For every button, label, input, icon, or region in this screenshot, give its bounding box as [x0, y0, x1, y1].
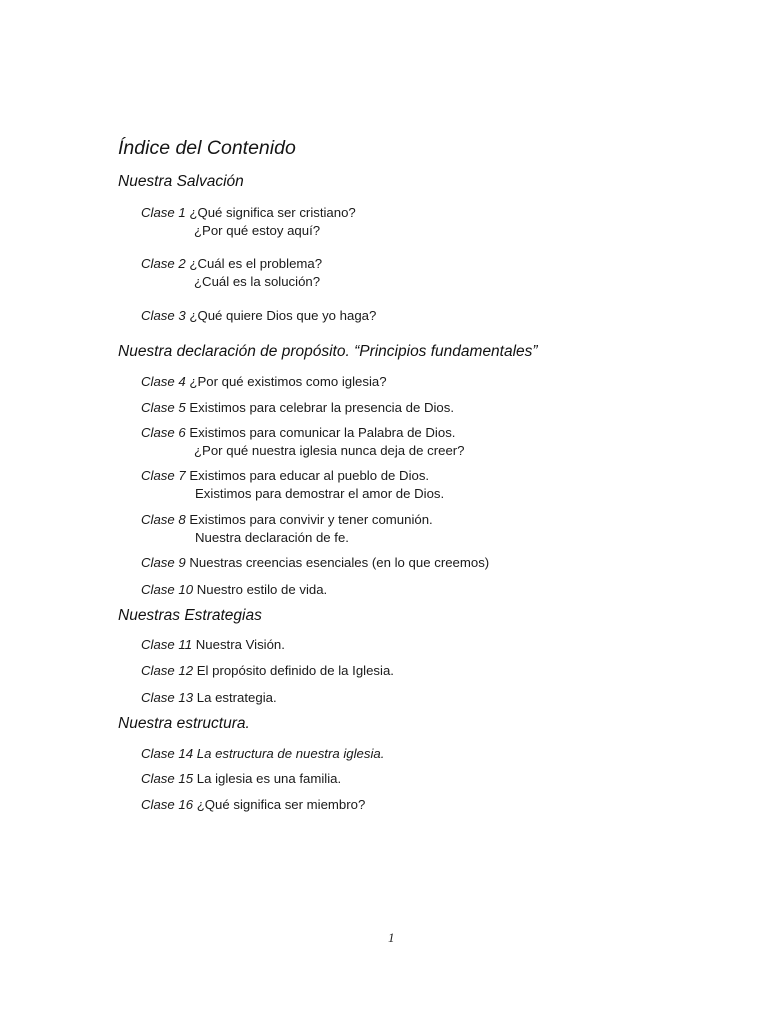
toc-entry-clase-13: [141, 689, 277, 707]
toc-entry-clase-12: [141, 662, 394, 680]
clase-label: Clase 3: [141, 308, 186, 323]
clase-label: Clase 12: [141, 663, 194, 678]
clase-label: Clase 5: [141, 400, 186, 415]
section-heading-proposito: Nuestra declaración de propósito. “Principios fundamentales”: [118, 343, 538, 360]
toc-entry-clase-10: [141, 581, 327, 599]
clase-label: Clase 16: [141, 797, 194, 812]
clase-title: ¿Por qué existimos como iglesia?: [189, 374, 387, 389]
clase-subtitle: ¿Por qué nuestra iglesia nunca deja de creer?: [194, 443, 465, 458]
toc-entry-clase-3: [141, 307, 376, 325]
clase-label: Clase 7: [141, 468, 186, 483]
clase-title: ¿Qué significa ser miembro?: [196, 797, 366, 812]
clase-title: Nuestra Visión.: [195, 637, 285, 652]
page-title: Índice del Contenido: [118, 137, 296, 159]
toc-entry-clase-7: [141, 467, 444, 503]
clase-label: Clase 2: [141, 256, 186, 271]
clase-label: Clase 8: [141, 512, 186, 527]
clase-label: Clase 1: [141, 205, 186, 220]
clase-subtitle: Nuestra declaración de fe.: [195, 530, 349, 545]
clase-label: Clase 9: [141, 555, 186, 570]
toc-entry-clase-15: [141, 770, 341, 788]
section-heading-estrategias: Nuestras Estrategias: [118, 607, 262, 624]
toc-entry-clase-2: [141, 255, 322, 291]
toc-entry-clase-14: [141, 745, 384, 763]
clase-label: Clase 4: [141, 374, 186, 389]
clase-title: ¿Qué significa ser cristiano?: [189, 205, 356, 220]
clase-subtitle: ¿Cuál es la solución?: [194, 274, 321, 289]
page-number: 1: [388, 930, 395, 945]
toc-entry-clase-11: [141, 636, 285, 654]
clase-title: El propósito definido de la Iglesia.: [196, 663, 394, 678]
clase-title: ¿Qué quiere Dios que yo haga?: [189, 308, 377, 323]
toc-entry-clase-1: [141, 204, 356, 240]
toc-entry-clase-5: [141, 399, 454, 417]
clase-title: La estructura de nuestra iglesia.: [196, 746, 385, 761]
clase-subtitle: ¿Por qué estoy aquí?: [194, 223, 321, 238]
clase-label: Clase 6: [141, 425, 186, 440]
clase-label: Clase 10: [141, 582, 194, 597]
section-heading-estructura: Nuestra estructura.: [118, 715, 250, 732]
clase-label: Clase 14: [141, 746, 194, 761]
toc-entry-clase-8: [141, 511, 433, 547]
clase-subtitle: Existimos para demostrar el amor de Dios.: [195, 486, 445, 501]
clase-title: Nuestras creencias esenciales (en lo que creemos): [189, 555, 490, 570]
section-heading-salvacion: Nuestra Salvación: [118, 173, 244, 190]
toc-entry-clase-4: [141, 373, 387, 391]
toc-entry-clase-9: [141, 554, 489, 572]
clase-title: Nuestro estilo de vida.: [196, 582, 328, 597]
clase-title: Existimos para convivir y tener comunión.: [189, 512, 433, 527]
toc-entry-clase-6: [141, 424, 465, 460]
clase-title: Existimos para comunicar la Palabra de Dios.: [189, 425, 456, 440]
clase-title: La iglesia es una familia.: [196, 771, 342, 786]
clase-label: Clase 15: [141, 771, 194, 786]
clase-label: Clase 13: [141, 690, 194, 705]
clase-title: Existimos para celebrar la presencia de Dios.: [189, 400, 454, 415]
clase-title: Existimos para educar al pueblo de Dios.: [189, 468, 430, 483]
clase-label: Clase 11: [141, 637, 193, 652]
toc-entry-clase-16: [141, 796, 365, 814]
clase-title: ¿Cuál es el problema?: [189, 256, 323, 271]
clase-title: La estrategia.: [196, 690, 277, 705]
